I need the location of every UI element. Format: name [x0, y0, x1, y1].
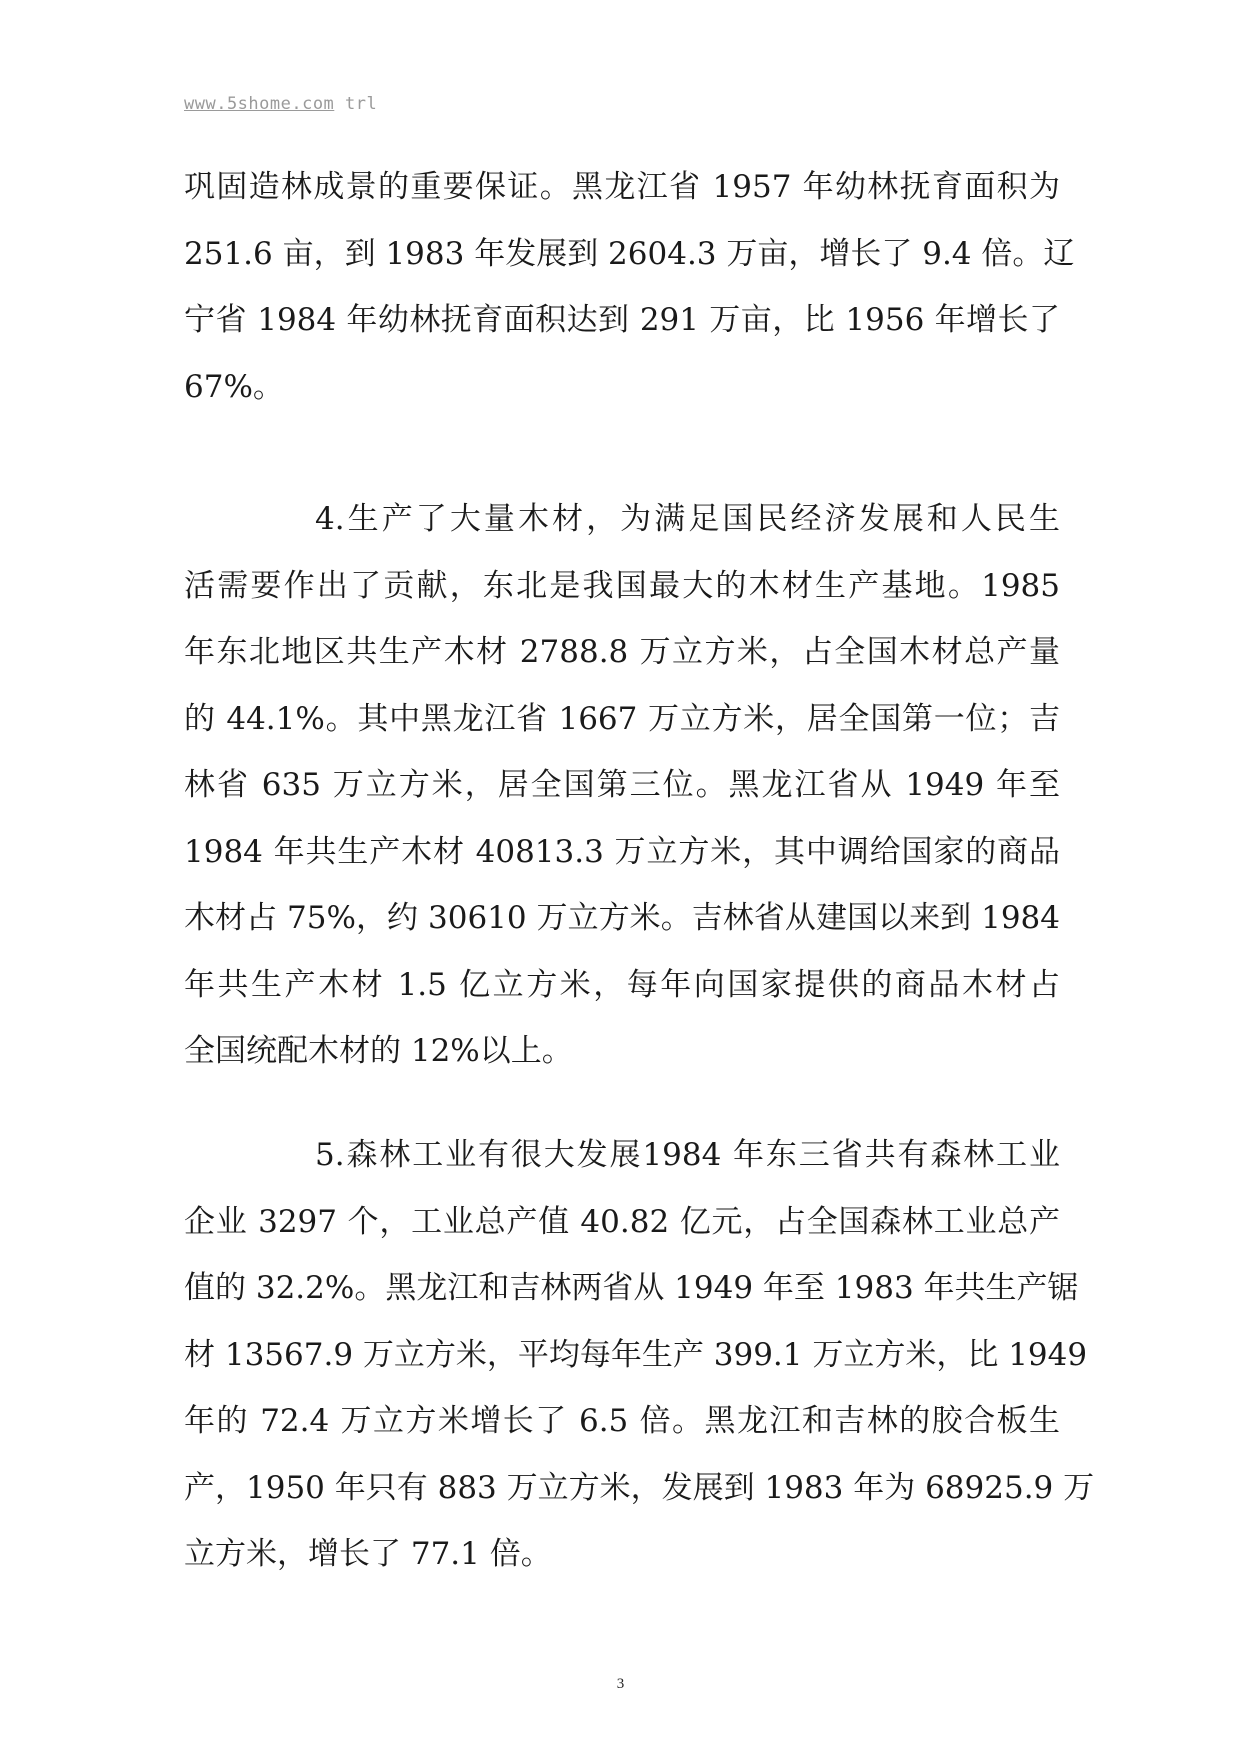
text-line: 的 44.1%。其中黑龙江省 1667 万立方米，居全国第一位；吉	[184, 700, 1060, 737]
text-line: 年共生产木材 1.5 亿立方米，每年向国家提供的商品木材占	[184, 966, 1060, 1003]
text-line: 活需要作出了贡献，东北是我国最大的木材生产基地。1985	[184, 567, 1060, 604]
text-line: 材 13567.9 万立方米，平均每年生产 399.1 万立方米，比 1949	[184, 1336, 1088, 1373]
text-line: 立方米，增长了 77.1 倍。	[184, 1536, 552, 1572]
text-line: 林省 635 万立方米，居全国第三位。黑龙江省从 1949 年至	[184, 767, 1060, 803]
source-link[interactable]: www.5shome.com	[184, 94, 335, 114]
text-line: 宁省 1984 年幼林抚育面积达到 291 万亩，比 1956 年增长了	[184, 302, 1060, 338]
text-line: 值的 32.2%。黑龙江和吉林两省从 1949 年至 1983 年共生产锯	[184, 1270, 1079, 1306]
paragraph-continuation	[184, 154, 1075, 420]
text-line: 251.6 亩，到 1983 年发展到 2604.3 万亩，增长了 9.4 倍。辽	[184, 235, 1075, 272]
text-line: 1984 年共生产木材 40813.3 万立方米，其中调给国家的商品	[184, 833, 1060, 870]
text-line: 巩固造林成景的重要保证。黑龙江省 1957 年幼林抚育面积为	[184, 169, 1060, 205]
text-line: 年的 72.4 万立方米增长了 6.5 倍。黑龙江和吉林的胶合板生	[184, 1403, 1060, 1439]
text-line: 年东北地区共生产木材 2788.8 万立方米，占全国木材总产量	[184, 634, 1060, 670]
text-line: 产，1950 年只有 883 万立方米，发展到 1983 年为 68925.9 万	[184, 1469, 1095, 1506]
text-line: 木材占 75%，约 30610 万立方米。吉林省从建国以来到 1984	[184, 900, 1060, 936]
text-line: 5.森林工业有很大发展1984 年东三省共有森林工业	[315, 1137, 1060, 1173]
page-header	[184, 94, 377, 114]
text-line: 全国统配木材的 12%以上。	[184, 1033, 573, 1069]
text-line: 企业 3297 个，工业总产值 40.82 亿元，占全国森林工业总产	[184, 1203, 1060, 1240]
text-line: 4.生产了大量木材，为满足国民经济发展和人民生	[315, 501, 1060, 537]
paragraph-timber-production	[184, 486, 1060, 1085]
page-number: 3	[616, 1676, 625, 1692]
paragraph-forest-industry	[184, 1122, 1095, 1588]
text-line: 67%。	[184, 368, 284, 405]
header-suffix: trl	[345, 94, 378, 114]
